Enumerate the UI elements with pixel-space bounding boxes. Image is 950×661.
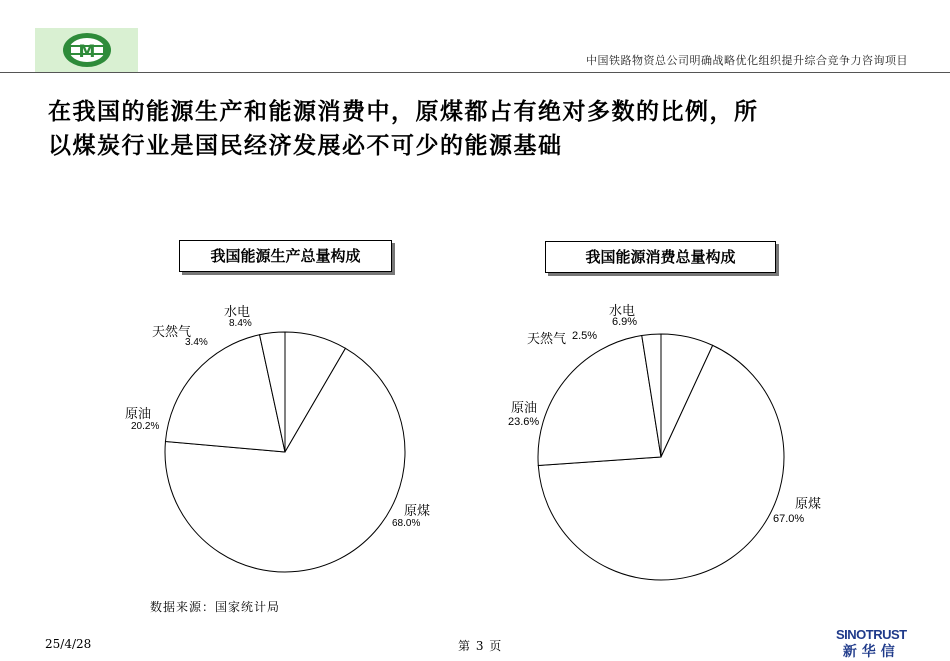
production-pie-chart xyxy=(155,322,415,582)
data-source-note: 数据来源：国家统计局 xyxy=(150,600,281,614)
consumption-pct-coal: 67.0% xyxy=(773,513,805,525)
brand-english: SINOTRUST xyxy=(836,627,907,642)
headline-line-1: 在我国的能源生产和能源消费中，原煤都占有绝对多数的比例，所 xyxy=(48,99,759,125)
production-label-oil: 原油 xyxy=(125,407,152,422)
header-divider xyxy=(0,72,950,73)
page-number: 第 3 页 xyxy=(458,639,503,653)
logo-emblem xyxy=(35,28,138,72)
consumption-pct-gas: 2.5% xyxy=(572,330,598,342)
production-pct-coal: 68.0% xyxy=(392,518,421,529)
consumption-pie-chart xyxy=(536,332,786,582)
consumption-label-hydro: 水电 xyxy=(609,304,636,319)
footer-date: 25/4/28 xyxy=(45,637,92,651)
consumption-label-oil: 原油 xyxy=(511,401,538,416)
production-pct-hydro: 8.4% xyxy=(229,318,252,329)
page-headline xyxy=(48,95,918,163)
production-label-coal: 原煤 xyxy=(404,504,431,519)
brand-chinese: 新华信 xyxy=(842,643,900,659)
logo-letter: M xyxy=(78,42,96,62)
headline-line-2: 以煤炭行业是国民经济发展必不可少的能源基础 xyxy=(48,133,563,159)
consumption-label-coal: 原煤 xyxy=(795,497,822,512)
company-logo xyxy=(35,28,138,72)
header-title: 中国铁路物资总公司明确战略优化组织提升综合竞争力咨询项目 xyxy=(586,54,908,67)
consumption-pct-hydro: 6.9% xyxy=(612,316,638,328)
production-label-gas: 天然气 xyxy=(152,325,192,340)
pie-slice-oil xyxy=(538,336,661,466)
consumption-pct-oil: 23.6% xyxy=(508,416,540,428)
production-pct-gas: 3.4% xyxy=(185,337,208,348)
consumption-chart-title: 我国能源消费总量构成 xyxy=(545,241,776,273)
sinotrust-logo xyxy=(836,627,907,661)
production-label-hydro: 水电 xyxy=(224,305,251,320)
production-pct-oil: 20.2% xyxy=(131,421,160,432)
production-chart-title: 我国能源生产总量构成 xyxy=(179,240,392,272)
consumption-label-gas: 天然气 xyxy=(527,332,567,347)
